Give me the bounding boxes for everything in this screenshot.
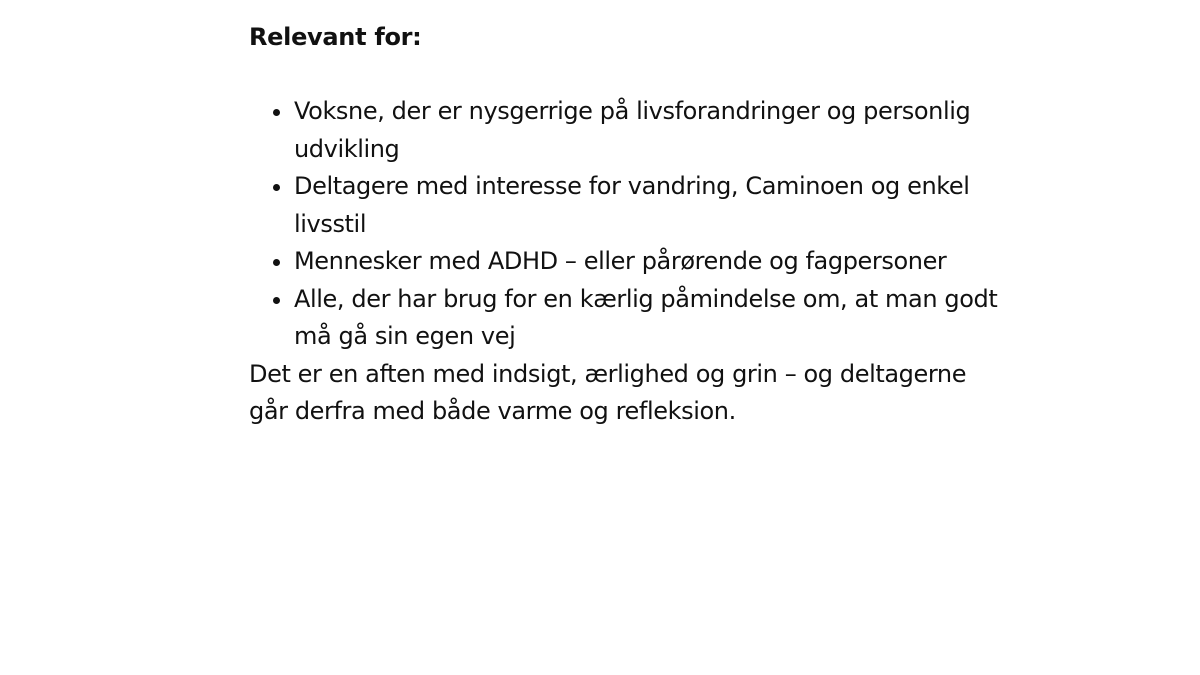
list-item [294,168,1024,243]
audience-list [249,93,1049,356]
list-item [294,281,1024,356]
bullet-icon [273,184,280,191]
bullet-icon [273,109,280,116]
list-item [294,93,1024,168]
list-item-text: Alle, der har brug for en kærlig påmindelse om, at man godt må gå sin egen vej [294,284,998,350]
closing-paragraph: Det er en aften med indsigt, ærlighed og grin – og deltagerne går derfra med både varme og refleksion. [249,359,967,425]
list-item-text: Mennesker med ADHD – eller pårørende og fagpersoner [294,247,947,275]
list-item-text: Voksne, der er nysgerrige på livsforandringer og personlig udvikling [294,97,971,163]
bullet-icon [273,259,280,266]
list-item-text: Deltagere med interesse for vandring, Caminoen og enkel livsstil [294,172,970,238]
section-heading: Relevant for: [249,23,422,51]
list-item [294,243,1024,281]
bullet-icon [273,297,280,304]
document-content [249,20,1049,431]
